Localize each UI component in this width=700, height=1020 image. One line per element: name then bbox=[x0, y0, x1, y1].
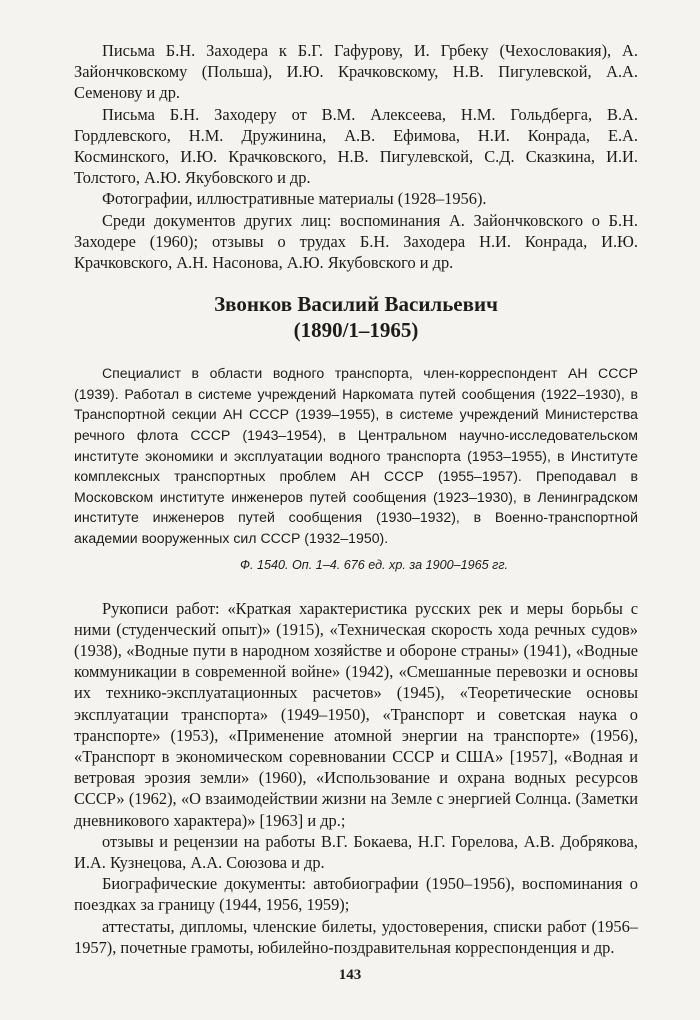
page-content bbox=[74, 40, 638, 958]
previous-entry-other-documents: Среди документов других лиц: воспоминания А. Зайончковского о Б.Н. Заходере (1960); отзывы о трудах Б.Н. Заходера Н.И. Конрада, И.Ю. Крачковского, А.Н. Насонова, А.Ю. Якубовского и др. bbox=[74, 210, 638, 273]
page-number: 143 bbox=[338, 967, 362, 983]
entry-fond-reference: Ф. 1540. Оп. 1–4. 676 ед. хр. за 1900–1965 гг. bbox=[239, 557, 509, 572]
entry-name-heading: Звонков Василий Васильевич bbox=[214, 292, 498, 317]
entry-reviews: отзывы и рецензии на работы В.Г. Бокаева, Н.Г. Горелова, А.В. Добрякова, И.А. Кузнецова, А.А. Союзова и др. bbox=[74, 831, 638, 873]
entry-years-heading: (1890/1–1965) bbox=[293, 318, 419, 343]
entry-manuscripts: Рукописи работ: «Краткая характеристика русских рек и меры борьбы с ними (студенческий опыт)» (1915), «Техническая скорость хода речных судов» (1938), «Водные пути в народном хозяйстве и обороне страны» (1941), «Водные коммуникации в современной войне» (1942), «Смешанные перевозки и основы их технико-эксплуатационных расчетов» (1945), «Теоретические основы эксплуатации транспорта» (1949–1950), «Транспорт и советская наука о транспорте» (1953), «Применение атомной энергии на транспорте» (1956), «Транспорт в экономическом соревновании СССР и США» [1957], «Водная и ветровая эрозия земли» (1960), «Использование и охрана водных ресурсов СССР» (1962), «О взаимодействии жизни на Земле с энергией Солнца. (Заметки дневникового характера)» [1963] и др.; bbox=[74, 598, 638, 830]
entry-certificates: аттестаты, дипломы, членские билеты, удостоверения, списки работ (1956–1957), почетные грамоты, юбилейно-поздравительная корреспонденция и др. bbox=[74, 916, 638, 957]
previous-entry-letters-to: Письма Б.Н. Заходеру от В.М. Алексеева, Н.М. Гольдберга, В.А. Гордлевского, Н.М. Дружинина, А.В. Ефимова, Н.И. Конрада, Е.А. Косминского, И.Ю. Крачковского, Н.В. Пигулевской, С.Д. Сказкина, И.И. Толстого, А.Ю. Якубовского и др. bbox=[74, 104, 638, 188]
entry-biographical-documents: Биографические документы: автобиографии (1950–1956), воспоминания о поездках за границу (1944, 1956, 1959); bbox=[74, 874, 638, 915]
previous-entry-letters-from: Письма Б.Н. Заходера к Б.Г. Гафурову, И. Грбеку (Чехословакия), А. Зайончковскому (Польша), И.Ю. Крачковскому, Н.В. Пигулевской, А.А. Семенову и др. bbox=[74, 41, 638, 103]
previous-entry-photographs: Фотографии, иллюстративные материалы (1928–1956). bbox=[102, 189, 487, 209]
entry-biography: Специалист в области водного транспорта, член-корреспондент АН СССР (1939). Работал в системе учреждений Наркомата путей сообщения (1922–1930), в Транспортной секции АН СССР (1939–1955), в системе учреждений Министерства речного флота СССР (1943–1954), в Центральном научно-исследовательском институте экономики и эксплуатации водного транспорта (1953–1955), в Институте комплексных транспортных проблем АН СССР (1955–1957). Преподавал в Московском институте инженеров путей сообщения (1923–1930), в Ленинградском институте инженеров путей сообщения (1930–1932), в Военно-транспортной академии вооруженных сил СССР (1932–1950). bbox=[74, 365, 638, 546]
